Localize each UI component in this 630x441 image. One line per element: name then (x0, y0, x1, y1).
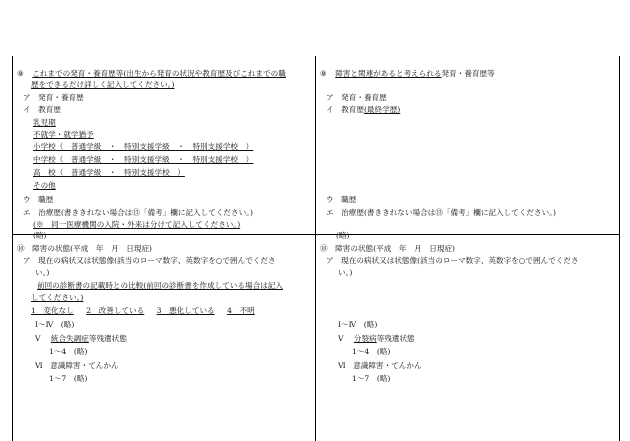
right-roman-1-4: Ⅰ～Ⅳ (略) (338, 320, 378, 329)
left-e-label: エ 治療歴(書ききれない場合は⑬「備考」欄に記入してください。) (23, 208, 253, 217)
right-e-label: エ 治療歴(書ききれない場合は⑬「備考」欄に記入してください。) (326, 208, 556, 217)
section-title-part: 障害と関連があると考えられる (335, 69, 442, 78)
left-s10-title: ⑩ 障害の状態(平成 年 月 日現症) (17, 244, 153, 253)
left-i-label: イ 教育歴 (23, 105, 61, 114)
section-title-part: (出生から発育の状況や教育歴及びこれまでの職 (123, 69, 286, 78)
right-i-label (326, 105, 400, 115)
section-title-part: 発育・養育歴等 (441, 69, 495, 78)
right-u-label: ウ 職歴 (326, 195, 357, 204)
left-s10-cmp2: してください。) (31, 293, 84, 302)
left-infant: 乳児期 (33, 118, 56, 127)
option-improved: 2 改善している (86, 306, 145, 315)
school-name: 小学校 (33, 142, 56, 151)
school-name: 中学校 (33, 155, 56, 164)
left-e-note: (※ 同一医療機関の入院・外来は分けて記入してください。) (33, 220, 241, 229)
left-junior-high (33, 155, 253, 165)
left-s9-title (17, 69, 286, 79)
school-options: （ 普通学級 ・ 特別支援学校 ） (55, 168, 185, 177)
right-s10-a1: ア 現在の病状又は状態像(該当のローマ数字、英数字を○で囲んでくださ (326, 256, 579, 265)
right-omit: (略) (336, 231, 350, 240)
left-roman-5-sub: 1～4 (略) (49, 347, 88, 356)
condition-name: 統合失調症 (50, 334, 89, 343)
option-unknown: 4 不明 (227, 306, 255, 315)
left-high-school (33, 168, 185, 178)
left-roman-5 (35, 334, 127, 344)
right-s9-title (320, 69, 495, 79)
roman-numeral: Ⅴ (338, 334, 344, 343)
school-options: （ 普通学級 ・ 特別支援学級 ・ 特別支援学校 ） (55, 155, 254, 164)
left-s10-cmp1: 前回の診断書の記載時との比較(前回の診断書を作成している場合は記入 (37, 281, 283, 290)
left-s9-title-cont: 歴をできるだけ詳しく記入してください。) (31, 80, 175, 89)
option-worsened: 3 悪化している (156, 306, 215, 315)
left-omit: (略) (33, 231, 47, 240)
left-other: その他 (33, 181, 56, 190)
section-title-part: これまでの発育・養育歴等 (32, 69, 124, 78)
left-comparison-options (31, 306, 255, 316)
option-no-change: 1 変化なし (31, 306, 74, 315)
right-s10-a2: い。) (338, 268, 353, 277)
right-a-label: ア 発育・養育歴 (326, 93, 387, 102)
right-roman-6: Ⅵ 意識障害・てんかん (338, 361, 422, 370)
right-s10-title: ⑩ 障害の状態(平成 年 月 日現症) (320, 244, 456, 253)
school-name: 高 校 (33, 168, 56, 177)
left-roman-1-4: Ⅰ～Ⅳ (略) (35, 320, 75, 329)
section-number: ⑨ (320, 69, 327, 78)
left-roman-6: Ⅵ 意識障害・てんかん (35, 361, 119, 370)
label-underlined: (最終学歴) (363, 105, 401, 114)
roman-numeral: Ⅴ (35, 334, 41, 343)
right-roman-6-sub: 1～7 (略) (352, 374, 391, 383)
section-divider-line (13, 234, 619, 235)
condition-name: 分裂病 (353, 334, 377, 343)
condition-suffix: 等残遺状態 (88, 334, 127, 343)
school-options: （ 普通学級 ・ 特別支援学級 ・ 特別支援学校 ） (55, 142, 254, 151)
label-text: イ 教育歴 (326, 105, 364, 114)
condition-suffix: 等残遺状態 (376, 334, 415, 343)
left-elementary (33, 142, 253, 152)
left-s10-a1: ア 現在の病状又は状態像(該当のローマ数字、英数字を○で囲んでくださ (23, 256, 276, 265)
left-roman-6-sub: 1～7 (略) (49, 374, 88, 383)
section-number: ⑨ (17, 69, 24, 78)
left-preschool: 不就学・就学猶予 (33, 130, 94, 139)
left-s10-a2: い。) (35, 268, 50, 277)
left-u-label: ウ 職歴 (23, 195, 54, 204)
left-a-label: ア 発育・養育歴 (23, 93, 84, 102)
form-sheet (12, 56, 620, 441)
right-roman-5-sub: 1～4 (略) (352, 347, 391, 356)
right-roman-5 (338, 334, 415, 344)
column-divider (315, 56, 316, 441)
